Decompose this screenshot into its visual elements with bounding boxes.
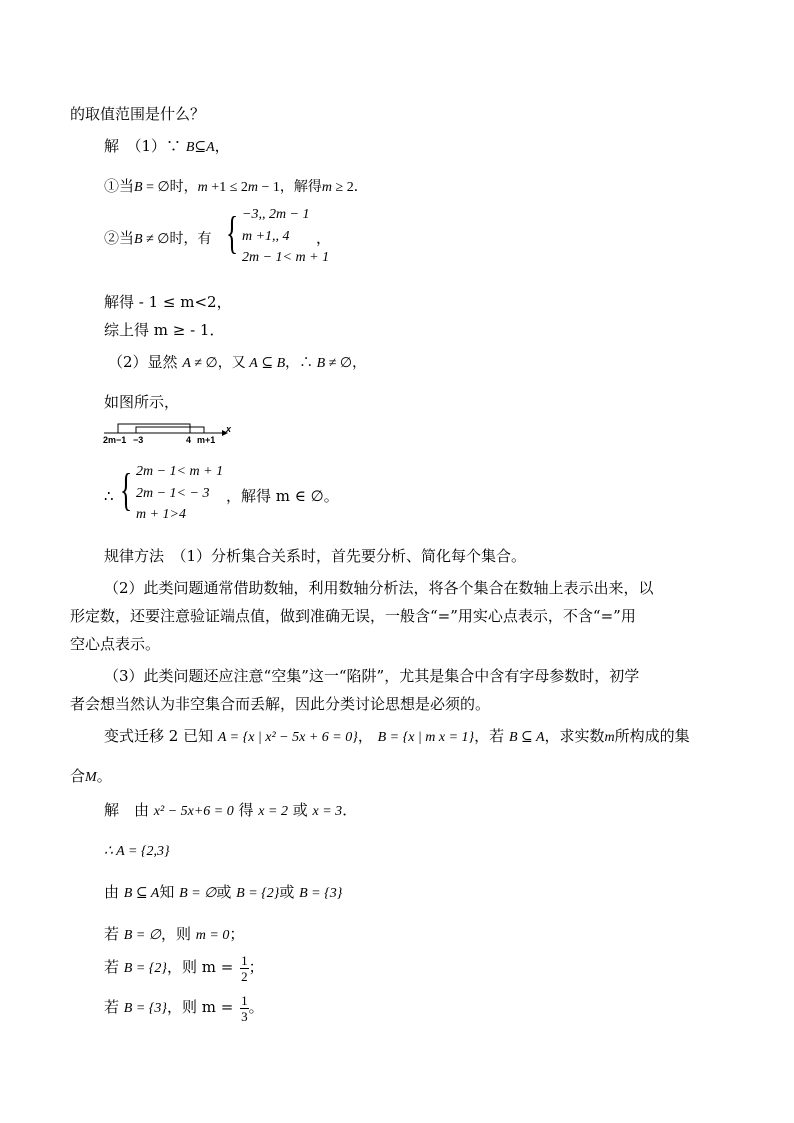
text-line	[70, 766, 112, 788]
math: m	[604, 730, 615, 745]
text: （3）此类问题还应注意“空集”这一“陷阱”，尤其是集合中含有字母参数时，初学	[104, 667, 640, 685]
text: ②当	[104, 229, 135, 247]
text: ．	[342, 801, 358, 819]
text: ，则	[160, 925, 196, 943]
text: 若	[104, 998, 124, 1016]
text-line	[70, 634, 160, 654]
text-line	[104, 320, 224, 340]
math: B	[134, 180, 143, 195]
text: 合	[70, 767, 86, 785]
text: ，∴	[285, 356, 317, 371]
text: 如图所示，	[104, 393, 180, 411]
math: m	[247, 180, 259, 195]
axis-label: −3	[133, 435, 144, 444]
text: 解得 - 1 ≤ m<2，	[104, 293, 232, 311]
text-line	[70, 606, 636, 626]
brace-icon: {	[226, 207, 239, 258]
text: 的取值范围是什么？	[70, 105, 206, 123]
variant-exercise-line	[104, 726, 690, 748]
text-line	[104, 990, 264, 1026]
text: = ∅时，	[142, 180, 198, 195]
text-line	[104, 840, 170, 862]
math: A	[182, 356, 191, 371]
math: B = ∅	[179, 886, 217, 901]
case-2-line	[104, 228, 211, 250]
math: B	[185, 140, 195, 155]
text: 者会想当然认为非空集合而丢解，因此分类讨论思想是必须的。	[70, 695, 491, 713]
math: ⊆	[194, 140, 207, 155]
text: ≠ ∅，又	[190, 356, 250, 371]
math: B = {2}	[123, 961, 167, 976]
text: 知	[159, 883, 180, 901]
text: ，解得 m ∈ ∅。	[226, 487, 339, 505]
text: ；	[248, 958, 264, 976]
text: 由	[104, 883, 124, 901]
text: ，	[214, 137, 230, 155]
math: A	[249, 356, 258, 371]
text-line	[104, 546, 526, 566]
math: B ⊆ A	[508, 730, 545, 745]
text-line	[104, 800, 357, 822]
inequality-system-2	[120, 462, 223, 524]
math: x = 3	[312, 804, 343, 819]
axis-label: 4	[186, 435, 192, 444]
math: m = 0	[195, 928, 230, 943]
text: 或	[216, 883, 237, 901]
text-line	[70, 104, 205, 124]
text-line	[104, 882, 342, 904]
text: ≠ ∅，	[325, 356, 367, 371]
text: 若	[104, 925, 124, 943]
math: B	[316, 356, 326, 371]
text-line	[104, 578, 654, 598]
inequality-system-1	[226, 205, 332, 267]
math: +1 ≤ 2	[207, 180, 248, 195]
math: A = {x | x² − 5x + 6 = 0}	[217, 730, 358, 745]
text: 形定数，还要注意验证端点值，做到准确无误，一般含“=”用实心点表示，不含“=”用	[70, 607, 636, 625]
text: 规律方法 （1）分析集合关系时，首先要分析、简化每个集合。	[104, 547, 527, 565]
text: 。	[96, 767, 112, 785]
text: 若	[104, 958, 124, 976]
text: ，若	[474, 727, 509, 745]
interval-A-bracket	[136, 427, 204, 433]
math: ⊆	[257, 356, 277, 371]
math: x = 2	[258, 804, 288, 819]
text: ≠ ∅时，有	[142, 232, 212, 247]
system-row: 2m − 1< − 3	[136, 485, 210, 501]
numerator: 1	[241, 952, 248, 968]
interval-B-bracket	[118, 424, 190, 433]
math: x² − 5x+6 = 0	[153, 804, 234, 819]
text-line	[104, 392, 179, 412]
text-line	[316, 228, 331, 248]
axis-label: m+1	[197, 435, 216, 444]
text: ，则 m =	[166, 998, 239, 1016]
text: ，则 m =	[166, 958, 239, 976]
system-row: −3,, 2m − 1	[242, 207, 310, 222]
therefore-line	[104, 486, 114, 506]
therefore-symbol: ∴	[104, 487, 114, 505]
math: B ⊆ A	[123, 886, 160, 901]
text-line	[104, 292, 232, 312]
text: ；	[229, 925, 245, 943]
system-row: m +1,, 4	[242, 228, 290, 244]
text-line	[104, 666, 639, 686]
text-line	[226, 486, 339, 506]
system-row: m + 1>4	[136, 507, 187, 522]
text: 所构成的集	[614, 727, 690, 745]
text: 空心点表示。	[70, 635, 161, 653]
fraction	[240, 993, 249, 1024]
text: （2）显然	[108, 353, 183, 371]
text: 。	[248, 998, 264, 1016]
fraction	[240, 953, 249, 984]
text: 解 （1）∵	[104, 137, 186, 155]
denominator: 3	[241, 1008, 248, 1024]
text: − 1，解得	[258, 180, 322, 195]
text-line	[70, 694, 490, 714]
system-row: 2m − 1< m + 1	[242, 250, 330, 265]
math: A	[206, 140, 215, 155]
text: 得	[233, 801, 259, 819]
solution-part2-heading	[108, 352, 366, 374]
text-line	[104, 924, 244, 946]
number-line-figure	[100, 420, 240, 444]
math: B = {3}	[123, 1001, 167, 1016]
text-line	[104, 950, 264, 986]
text: 综上得 m ≥ - 1．	[104, 321, 225, 339]
text: ①当	[104, 177, 135, 195]
math: B = {x | m x = 1}	[377, 730, 475, 745]
text: 解 由	[104, 801, 154, 819]
math: M	[85, 770, 97, 785]
text: （2）此类问题通常借助数轴，利用数轴分析法，将各个集合在数轴上表示出来，以	[104, 579, 654, 597]
math: ≥ 2．	[332, 180, 368, 195]
math: B = {3}	[299, 886, 343, 901]
math: B	[276, 356, 286, 371]
solution-part1-heading	[104, 136, 230, 158]
case-1-line	[104, 176, 368, 198]
text: 变式迁移 2 已知	[104, 727, 218, 745]
system-row: 2m − 1< m + 1	[136, 464, 224, 479]
math: B = {2}	[236, 886, 280, 901]
math: B = ∅	[123, 928, 161, 943]
brace-icon: {	[120, 464, 133, 515]
text: ，求实数	[544, 727, 605, 745]
math: B	[134, 232, 143, 247]
math: m	[321, 180, 333, 195]
math: m	[197, 180, 208, 195]
text: ，	[357, 727, 378, 745]
numerator: 1	[241, 992, 248, 1008]
axis-label: 2m−1	[103, 435, 127, 444]
math: ∴ A = {2,3}	[104, 844, 170, 859]
denominator: 2	[241, 968, 248, 984]
text: ，	[316, 229, 332, 247]
axis-label: x	[226, 424, 232, 434]
text: 或	[279, 883, 300, 901]
text: 或	[287, 801, 313, 819]
